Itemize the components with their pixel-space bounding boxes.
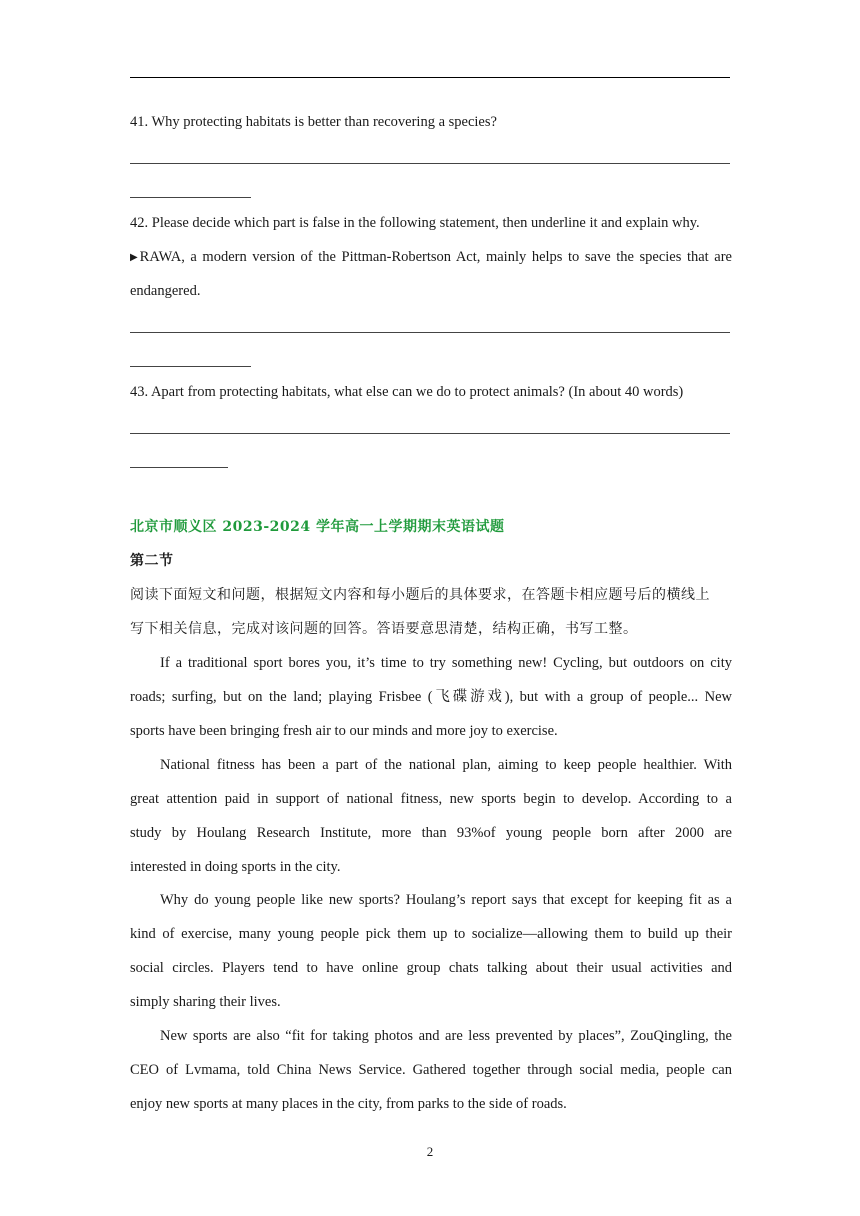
passage-p1-line-2: roads; surfing, but on the land; playing Frisbee (飞碟游戏), but with a group of people... New xyxy=(130,689,732,705)
passage-p3-line-2: kind of exercise, many young people pick them up to socialize—allowing them to build up their xyxy=(130,926,732,942)
passage-p2-line-4: interested in doing sports in the city. xyxy=(130,859,341,875)
passage-p2-line-2: great attention paid in support of national fitness, new sports begin to develop. According to a xyxy=(130,791,732,807)
page-number: 2 xyxy=(426,1144,434,1159)
passage-p2-line-3: study by Houlang Research Institute, more than 93%of young people born after 2000 are xyxy=(130,825,732,841)
passage-p4-line-2: CEO of Lvmama, told China News Service. Gathered together through social media, people can xyxy=(130,1062,732,1078)
passage-p1-line-3: sports have been bringing fresh air to our minds and more joy to exercise. xyxy=(130,723,558,739)
answer-line-43b[interactable] xyxy=(130,467,228,468)
answer-line-42a[interactable] xyxy=(130,332,730,333)
answer-line-43a[interactable] xyxy=(130,433,730,434)
question-42-statement-end: endangered. xyxy=(130,283,201,299)
statement-text: RAWA, a modern version of the Pittman-Robertson Act, mainly helps to save the species that are xyxy=(139,249,732,265)
answer-line-41b[interactable] xyxy=(130,197,251,198)
question-42: 42. Please decide which part is false in the following statement, then underline it and explain why. xyxy=(130,215,700,231)
instruction-line-1: 阅读下面短文和问题，根据短文内容和每小题后的具体要求，在答题卡相应题号后的横线上 xyxy=(130,587,710,603)
answer-line-41a[interactable] xyxy=(130,163,730,164)
section-subtitle: 第二节 xyxy=(130,553,174,569)
passage-p3-line-3: social circles. Players tend to have online group chats talking about their usual activities and xyxy=(130,960,732,976)
answer-line-42b[interactable] xyxy=(130,366,251,367)
question-42-statement xyxy=(130,247,732,268)
section-title: 北京市顺义区 2023-2024 学年高一上学期期末英语试题 xyxy=(130,519,505,535)
header-rule xyxy=(130,77,730,78)
instruction-line-2: 写下相关信息，完成对该问题的回答。答语要意思清楚，结构正确，书写工整。 xyxy=(130,621,638,637)
passage-p3-line-1: Why do young people like new sports? Houlang’s report says that except for keeping fit as a xyxy=(160,892,732,908)
passage-p3-line-4: simply sharing their lives. xyxy=(130,994,281,1010)
triangle-marker-icon: ▶ xyxy=(130,252,140,263)
passage-p4-line-3: enjoy new sports at many places in the city, from parks to the side of roads. xyxy=(130,1096,567,1112)
passage-p2-line-1: National fitness has been a part of the national plan, aiming to keep people healthier. With xyxy=(160,757,732,773)
passage-p4-line-1: New sports are also “fit for taking photos and are less prevented by places”, ZouQingling, the xyxy=(160,1028,732,1044)
question-41: 41. Why protecting habitats is better than recovering a species? xyxy=(130,114,497,130)
question-43: 43. Apart from protecting habitats, what else can we do to protect animals? (In about 40 words) xyxy=(130,384,684,400)
passage-p1-line-1: If a traditional sport bores you, it’s time to try something new! Cycling, but outdoors on city xyxy=(160,655,732,671)
